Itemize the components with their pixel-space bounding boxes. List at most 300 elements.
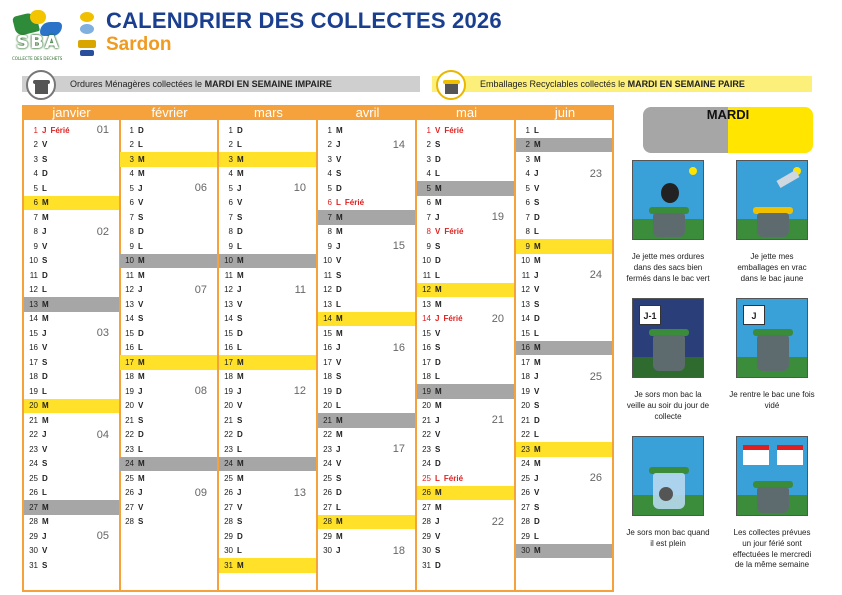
weekday-letter: V (138, 299, 144, 309)
green-bin-icon (26, 70, 56, 100)
month-column (120, 105, 219, 592)
weekday-letter: D (534, 415, 540, 425)
day-number: 17 (224, 357, 233, 367)
weekday-letter: J (138, 183, 143, 193)
day-number: 5 (525, 183, 530, 193)
day-row (417, 558, 514, 573)
week-number: 19 (491, 211, 504, 224)
day-row (417, 138, 514, 153)
weekday-letter: J (336, 343, 341, 353)
weekday-letter: L (42, 488, 47, 498)
night-bin-illustration (632, 298, 704, 378)
logo-subtext: COLLECTE DES DECHETS (12, 56, 63, 61)
day-number: 1 (129, 125, 134, 135)
day-row (318, 384, 415, 399)
day-number: 24 (422, 459, 431, 469)
week-number: 02 (96, 225, 109, 238)
weekday-letter: D (42, 270, 48, 280)
day-number: 6 (33, 198, 38, 208)
weekday-letter: M (534, 140, 541, 150)
day-row (24, 442, 119, 457)
weekday-letter: D (336, 285, 342, 295)
weekday-letter: J (237, 488, 242, 498)
day-number: 9 (228, 241, 233, 251)
day-row (417, 297, 514, 312)
month-column (417, 105, 516, 592)
day-row (219, 239, 316, 254)
day-row (219, 312, 316, 327)
day-row (417, 413, 514, 428)
weekday-letter: L (534, 125, 539, 135)
weekday-letter: L (336, 502, 341, 512)
weekday-letter: V (336, 256, 342, 266)
day-number: 12 (521, 285, 530, 295)
weekday-letter: S (237, 212, 243, 222)
day-number: 25 (125, 473, 134, 483)
om-text: Ordures Ménagères collectées le (70, 79, 205, 89)
day-row (417, 123, 514, 138)
day-number: 21 (422, 415, 431, 425)
weekday-letter: S (435, 444, 441, 454)
weekday-letter: L (435, 169, 440, 179)
day-row (318, 529, 415, 544)
day-row (120, 123, 217, 138)
day-row (516, 413, 612, 428)
week-number: 25 (589, 370, 602, 383)
weekday-letter: J (435, 212, 440, 222)
day-number: 20 (521, 401, 530, 411)
day-number: 28 (323, 517, 332, 527)
day-number: 25 (521, 473, 530, 483)
caption-5: Je sors mon bac quand il est plein (626, 528, 710, 548)
weekday-letter: L (237, 241, 242, 251)
weekday-letter: M (435, 488, 442, 498)
day-row (24, 428, 119, 443)
day-number: 13 (125, 299, 134, 309)
day-row (24, 355, 119, 370)
weekday-letter: M (138, 169, 145, 179)
day-number: 6 (525, 198, 530, 208)
month-header: janvier (22, 105, 121, 120)
weekday-letter: J (42, 430, 47, 440)
day-row (24, 326, 119, 341)
day-number: 15 (521, 328, 530, 338)
day-number: 4 (327, 169, 332, 179)
day-number: 16 (224, 343, 233, 353)
day-number: 30 (323, 546, 332, 556)
day-row (318, 399, 415, 414)
weekday-letter: M (42, 415, 49, 425)
holiday-label: Férié (344, 198, 365, 208)
day-row (219, 384, 316, 399)
day-number: 14 (29, 314, 38, 324)
day-row (417, 181, 514, 196)
day-row (516, 297, 612, 312)
day-number: 28 (422, 517, 431, 527)
day-number: 27 (422, 502, 431, 512)
day-number: 13 (29, 299, 38, 309)
day-number: 8 (129, 227, 134, 237)
holiday-label: Férié (443, 314, 463, 324)
day-number: 7 (228, 212, 233, 222)
logo-text: SBA (16, 32, 60, 53)
day-row (24, 254, 119, 269)
day-number: 20 (422, 401, 431, 411)
day-number: 2 (525, 140, 530, 150)
day-row (417, 428, 514, 443)
weekday-letter: L (42, 285, 47, 295)
day-number: 5 (228, 183, 233, 193)
day-row (516, 152, 612, 167)
day-row (516, 486, 612, 501)
weekday-letter: M (534, 459, 541, 469)
day-row (219, 413, 316, 428)
weekday-letter: M (138, 459, 145, 469)
weekday-letter: M (534, 256, 541, 266)
day-row (120, 138, 217, 153)
weekday-letter: D (336, 183, 342, 193)
day-number: 6 (426, 198, 431, 208)
day-row (516, 167, 612, 182)
day-row (219, 529, 316, 544)
day-number: 2 (327, 140, 332, 150)
weekday-letter: S (435, 241, 441, 251)
day-number: 22 (422, 430, 431, 440)
weekday-letter: M (42, 502, 49, 512)
day-number: 26 (29, 488, 38, 498)
day-number: 10 (29, 256, 38, 266)
week-number: 10 (293, 182, 306, 195)
weekday-letter: D (534, 314, 540, 324)
day-number: 6 (327, 198, 332, 208)
day-number: 2 (129, 140, 134, 150)
day-row (318, 225, 415, 240)
month-days (318, 120, 417, 592)
day-number: 23 (323, 444, 332, 454)
weekday-letter: D (237, 227, 243, 237)
weekday-letter: S (336, 270, 342, 280)
day-row (219, 181, 316, 196)
weekday-letter: L (42, 183, 47, 193)
day-row (24, 152, 119, 167)
day-number: 18 (224, 372, 233, 382)
day-number: 14 (323, 314, 332, 324)
day-number: 21 (29, 415, 38, 425)
weekday-letter: M (42, 314, 49, 324)
weekday-letter: S (138, 517, 144, 527)
day-number: 28 (125, 517, 134, 527)
day-number: 7 (129, 212, 134, 222)
day-row (417, 312, 514, 327)
day-number: 11 (422, 270, 431, 280)
day-number: 18 (323, 372, 332, 382)
week-number: 17 (392, 443, 405, 456)
weekday-letter: S (336, 473, 342, 483)
day-row (120, 225, 217, 240)
day-number: 31 (29, 560, 38, 570)
day-number: 16 (521, 343, 530, 353)
day-row (516, 442, 612, 457)
day-number: 28 (521, 517, 530, 527)
weekday-letter: D (435, 560, 441, 570)
day-number: 3 (426, 154, 431, 164)
weekday-letter: D (42, 372, 48, 382)
day-number: 14 (125, 314, 134, 324)
day-number: 20 (125, 401, 134, 411)
weekday-letter: M (237, 372, 244, 382)
day-row (120, 413, 217, 428)
weekday-letter: V (336, 154, 342, 164)
weekday-letter: M (138, 372, 145, 382)
week-number: 24 (589, 269, 602, 282)
day-row (318, 283, 415, 298)
weekday-letter: L (336, 299, 341, 309)
day-row (516, 225, 612, 240)
month-days (120, 120, 219, 592)
weekday-letter: M (138, 154, 145, 164)
day-row (516, 254, 612, 269)
month-header: mars (219, 105, 318, 120)
weekday-letter: M (336, 314, 343, 324)
day-number: 14 (521, 314, 530, 324)
weekday-letter: J (138, 285, 143, 295)
weekday-letter: M (42, 198, 49, 208)
weekday-letter: S (435, 140, 441, 150)
day-number: 16 (125, 343, 134, 353)
week-number: 09 (194, 486, 207, 499)
day-number: 25 (224, 473, 233, 483)
day-number: 1 (327, 125, 332, 135)
weekday-letter: L (534, 227, 539, 237)
day-number: 24 (125, 459, 134, 469)
page-title: CALENDRIER DES COLLECTES 2026 (106, 8, 502, 33)
day-number: 15 (323, 328, 332, 338)
weekday-letter: L (237, 140, 242, 150)
week-number: 16 (392, 341, 405, 354)
month-days (219, 120, 318, 592)
day-row (219, 457, 316, 472)
day-row (120, 254, 217, 269)
weekday-letter: D (534, 517, 540, 527)
month-column (516, 105, 614, 592)
weekday-letter: M (138, 270, 145, 280)
week-number: 01 (96, 124, 109, 137)
week-number: 06 (194, 182, 207, 195)
day-number: 20 (29, 401, 38, 411)
day-row (24, 399, 119, 414)
weekday-letter: M (336, 227, 343, 237)
day-row (24, 486, 119, 501)
weekday-letter: L (138, 140, 143, 150)
weekday-letter: M (237, 154, 244, 164)
day-row (318, 544, 415, 559)
month-days (22, 120, 121, 592)
day-number: 29 (521, 531, 530, 541)
emballages-band (432, 76, 812, 92)
holiday-label: Férié (444, 227, 464, 237)
calendar-j-minus-1-icon: J-1 (639, 305, 661, 325)
day-row (516, 457, 612, 472)
week-number: 14 (392, 138, 405, 151)
week-number: 26 (589, 472, 602, 485)
day-number: 5 (426, 183, 431, 193)
day-row (120, 457, 217, 472)
weekday-letter: L (138, 241, 143, 251)
weekday-letter: S (138, 415, 144, 425)
day-number: 1 (525, 125, 530, 135)
weekday-letter: S (435, 343, 441, 353)
weekday-letter: J (336, 546, 341, 556)
day-row (219, 254, 316, 269)
month-column (318, 105, 417, 592)
week-number: 05 (96, 530, 109, 543)
month-days (516, 120, 614, 592)
weekday-letter: S (237, 415, 243, 425)
weekday-letter: V (534, 386, 540, 396)
day-row (120, 500, 217, 515)
day-row (219, 268, 316, 283)
caption-1: Je jette mes ordures dans des sacs bien fermés dans le bac vert (626, 252, 710, 283)
day-row (24, 558, 119, 573)
weekday-letter: J (534, 169, 539, 179)
day-number: 5 (129, 183, 134, 193)
day-number: 2 (228, 140, 233, 150)
day-row (219, 123, 316, 138)
day-row (417, 399, 514, 414)
day-row (318, 370, 415, 385)
day-number: 21 (521, 415, 530, 425)
day-number: 8 (33, 227, 38, 237)
day-row (516, 500, 612, 515)
day-number: 14 (422, 314, 431, 324)
week-number: 22 (491, 515, 504, 528)
day-row (318, 413, 415, 428)
day-row (120, 370, 217, 385)
day-row (219, 558, 316, 573)
day-row (219, 210, 316, 225)
day-row (24, 181, 119, 196)
day-row (318, 312, 415, 327)
day-row (24, 268, 119, 283)
weekday-letter: M (435, 502, 442, 512)
weekday-letter: S (138, 212, 144, 222)
day-row (516, 268, 612, 283)
weekday-letter: M (534, 154, 541, 164)
day-number: 26 (224, 488, 233, 498)
day-number: 19 (323, 386, 332, 396)
weekday-letter: M (42, 401, 49, 411)
weekday-letter: J (534, 372, 539, 382)
day-row (120, 399, 217, 414)
day-row (516, 544, 612, 559)
day-number: 30 (521, 546, 530, 556)
recycling-illustration (736, 160, 808, 240)
weekday-letter: M (336, 212, 343, 222)
day-number: 4 (33, 169, 38, 179)
day-row (318, 428, 415, 443)
ordures-menageres-band (22, 76, 420, 92)
weekday-letter: M (237, 459, 244, 469)
day-row (120, 268, 217, 283)
day-number: 27 (521, 502, 530, 512)
day-number: 8 (426, 227, 431, 237)
day-row (219, 225, 316, 240)
day-row (318, 123, 415, 138)
weekday-letter: M (237, 169, 244, 179)
weekday-letter: V (336, 459, 342, 469)
day-row (120, 515, 217, 530)
day-number: 23 (224, 444, 233, 454)
day-row (219, 297, 316, 312)
day-number: 22 (323, 430, 332, 440)
weekday-letter: J (435, 314, 440, 324)
weekday-letter: S (435, 546, 441, 556)
day-number: 30 (29, 546, 38, 556)
weekday-letter: M (534, 357, 541, 367)
weekday-letter: J (237, 183, 242, 193)
month-header: février (120, 105, 219, 120)
day-number: 10 (422, 256, 431, 266)
day-row (318, 268, 415, 283)
weekday-letter: S (42, 560, 48, 570)
weekday-letter: M (435, 285, 442, 295)
day-row (24, 196, 119, 211)
day-number: 11 (521, 270, 530, 280)
full-bin-illustration (632, 436, 704, 516)
day-number: 12 (29, 285, 38, 295)
day-number: 21 (125, 415, 134, 425)
day-row (318, 341, 415, 356)
day-number: 6 (228, 198, 233, 208)
weekday-letter: D (138, 125, 144, 135)
weekday-letter: S (534, 502, 540, 512)
day-number: 21 (224, 415, 233, 425)
day-row (516, 210, 612, 225)
day-row (24, 457, 119, 472)
day-number: 12 (224, 285, 233, 295)
weekday-letter: L (435, 473, 440, 483)
day-number: 27 (323, 502, 332, 512)
weekday-letter: L (435, 270, 440, 280)
weekday-letter: V (534, 285, 540, 295)
weekday-letter: M (336, 430, 343, 440)
day-number: 2 (426, 140, 431, 150)
day-row (24, 283, 119, 298)
day-number: 9 (426, 241, 431, 251)
day-number: 25 (29, 473, 38, 483)
partner-logos (78, 12, 96, 56)
day-number: 5 (33, 183, 38, 193)
day-number: 3 (228, 154, 233, 164)
day-row (318, 355, 415, 370)
day-row (219, 326, 316, 341)
day-row (318, 515, 415, 530)
weekday-letter: D (435, 459, 441, 469)
day-number: 19 (125, 386, 134, 396)
weekday-letter: S (534, 299, 540, 309)
day-number: 10 (125, 256, 134, 266)
day-row (318, 457, 415, 472)
day-number: 10 (224, 256, 233, 266)
day-number: 21 (323, 415, 332, 425)
day-number: 13 (224, 299, 233, 309)
day-row (318, 181, 415, 196)
day-row (318, 442, 415, 457)
day-row (318, 196, 415, 211)
caption-4: Je rentre le bac une fois vidé (729, 390, 815, 410)
day-row (417, 442, 514, 457)
page-subtitle: Sardon (106, 34, 172, 55)
